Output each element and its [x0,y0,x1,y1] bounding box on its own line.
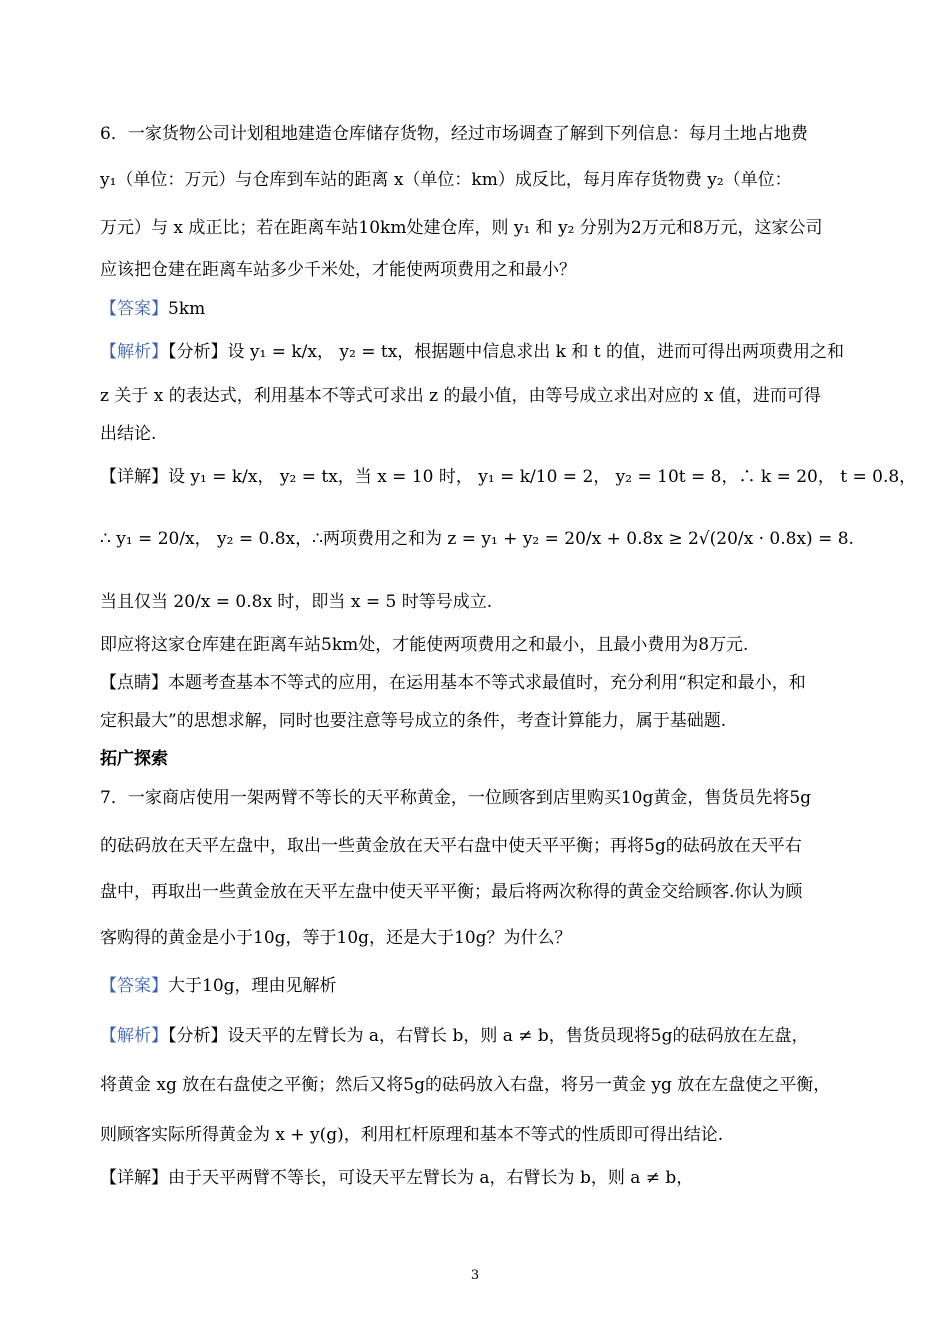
problem6-analysis-line-3: 出结论. [100,424,157,444]
answer-tag: 【答案】 [100,976,168,996]
problem7-detail-line-1: 【详解】由于天平两臂不等长，可设天平左臂长为 a，右臂长为 b，则 a ≠ b， [100,1168,694,1188]
problem7-analysis-line-2: 将黄金 xg 放在右盘使之平衡；然后又将5g的砝码放入右盘，将另一黄金 yg 放在左盘使之平衡， [100,1075,831,1095]
answer-tag: 【答案】 [100,299,168,319]
problem6-comment-line-2: 定积最大”的思想求解，同时也要注意等号成立的条件，考查计算能力，属于基础题. [100,711,727,731]
problem6-answer [100,297,860,321]
problem7-line-3: 盘中，再取出一些黄金放在天平左盘中使天平平衡；最后将两次称得的黄金交给顾客.你认为顾 [100,882,803,902]
problem7-line-1: 7．一家商店使用一架两臂不等长的天平称黄金，一位顾客到店里购买10g黄金，售货员先将5g [100,788,812,808]
analysis-tag: 【解析】 [100,342,168,362]
problem7-line-2: 的砝码放在天平左盘中，取出一些黄金放在天平右盘中使天平平衡；再将5g的砝码放在天平右 [100,836,802,856]
problem6-line-2: y₁（单位：万元）与仓库到车站的距离 x（单位：km）成反比，每月库存货物费 y₂（单位： [100,170,792,190]
analysis-text: 【分析】设 y₁ = k/x， y₂ = tx，根据题中信息求出 k 和 t 的值，进而可得出两项费用之和 [168,342,845,362]
problem6-line-1: 6．一家货物公司计划租地建造仓库储存货物，经过市场调查了解到下列信息：每月土地占地费 [100,124,808,144]
problem6-detail-line-1: 【详解】设 y₁ = k/x， y₂ = tx，当 x = 10 时， y₁ = k/10 = 2， y₂ = 10t = 8，∴ k = 20， t = 0.8， [100,467,917,487]
section-title: 拓广探索 [100,749,168,769]
problem6-detail-line-2: ∴ y₁ = 20/x， y₂ = 0.8x，∴两项费用之和为 z = y₁ + y₂ = 20/x + 0.8x ≥ 2√(20/x · 0.8x) = 8. [100,529,854,549]
problem7-answer [100,974,860,998]
problem6-detail-line-4: 即应将这家仓库建在距离车站5km处，才能使两项费用之和最小，且最小费用为8万元. [100,635,749,655]
problem7-analysis-line-1 [100,1024,860,1048]
problem6-analysis-line-1 [100,340,860,364]
answer-text: 大于10g，理由见解析 [168,976,337,996]
problem7-line-4: 客购得的黄金是小于10g，等于10g，还是大于10g？为什么？ [100,928,572,948]
problem6-analysis-line-2: z 关于 x 的表达式，利用基本不等式可求出 z 的最小值，由等号成立求出对应的 x 值，进而可得 [100,386,821,406]
answer-text: 5km [168,299,206,319]
problem6-comment-line-1: 【点睛】本题考查基本不等式的应用，在运用基本不等式求最值时，充分利用“积定和最小，和 [100,673,806,693]
page-number: 3 [470,1268,480,1283]
problem7-analysis-line-3: 则顾客实际所得黄金为 x + y(g)，利用杠杆原理和基本不等式的性质即可得出结论. [100,1125,724,1145]
analysis-tag: 【解析】 [100,1026,168,1046]
problem6-line-4: 应该把仓建在距离车站多少千米处，才能使两项费用之和最小？ [100,260,576,280]
problem6-line-3: 万元）与 x 成正比；若在距离车站10km处建仓库，则 y₁ 和 y₂ 分别为2万元和8万元，这家公司 [100,218,823,238]
analysis-text: 【分析】设天平的左臂长为 a，右臂长 b，则 a ≠ b，售货员现将5g的砝码放在左盘， [168,1026,809,1046]
problem6-detail-line-3: 当且仅当 20/x = 0.8x 时，即当 x = 5 时等号成立. [100,592,493,612]
